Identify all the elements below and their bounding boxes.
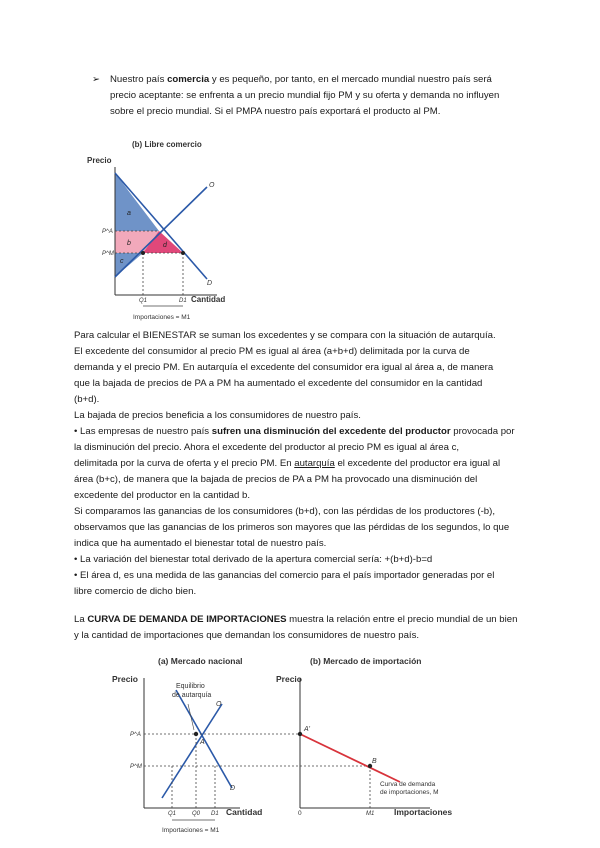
fig2-label-a: A xyxy=(200,739,205,746)
fig2-right-y-label: Precio xyxy=(276,674,302,684)
fig2-left-pm: P^M xyxy=(130,764,142,770)
fig1-label-c: c xyxy=(120,258,124,265)
fig2-d1: D1 xyxy=(211,811,219,817)
body-line-7: • Las empresas de nuestro país sufren una disminución del excedente del productor provocada por xyxy=(74,426,515,437)
intro-line-2: precio aceptante: se enfrenta a un precio mundial fijo PM y su oferta y demanda no influyen xyxy=(110,90,500,101)
fig2-demand-label-1: Curva de demanda xyxy=(380,781,436,788)
fig2-q1: Q1 xyxy=(168,811,177,817)
import-demand-curve xyxy=(300,734,400,782)
bullet-arrow: ➢ xyxy=(92,74,101,85)
fig2-demand-label-2: de importaciones, M xyxy=(380,789,439,796)
fig2-left-title: (a) Mercado nacional xyxy=(158,656,243,666)
fig2-point-a xyxy=(194,732,198,736)
import-demand-line-1: La CURVA DE DEMANDA DE IMPORTACIONES muestra la relación entre el precio mundial de un bien xyxy=(74,614,518,625)
body-line-16: • El área d, es una medida de las ganancias del comercio para el país importador generadas por el xyxy=(74,570,495,581)
body-line-17: libre comercio de dicho bien. xyxy=(74,586,197,597)
fig2-origin: 0 xyxy=(298,810,302,817)
body-line-11: excedente del productor en la cantidad b. xyxy=(74,490,251,501)
body-line-6: La bajada de precios beneficia a los consumidores de nuestro país. xyxy=(74,410,361,421)
fig1-q1: Q1 xyxy=(139,298,148,304)
body-line-9: delimitada por la curva de oferta y el precio PM. En autarquía el excedente del productor era igual al xyxy=(74,458,501,469)
fig1-label-b: b xyxy=(127,240,131,247)
fig1-title: (b) Libre comercio xyxy=(132,140,202,149)
fig1-label-d: d xyxy=(163,242,167,249)
fig2-eq-label-2: de autarquía xyxy=(172,692,212,699)
fig1-price-pm: P^M xyxy=(102,251,114,257)
fig1-label-a: a xyxy=(127,210,131,217)
body-line-3: demanda y el precio PM. En autarquía el excedente del consumidor era igual al área a, de manera xyxy=(74,362,494,373)
intro-line-3: sobre el precio mundial. Si el PMPA nuestro país exportará el producto al PM. xyxy=(110,106,441,117)
fig1-d1: D1 xyxy=(179,298,187,304)
fig2-left-x-label: Cantidad xyxy=(226,807,263,817)
intro-line-1: Nuestro país comercia y es pequeño, por tanto, en el mercado mundial nuestro país será xyxy=(110,74,492,85)
fig2-label-b: B xyxy=(372,758,377,765)
fig2-q0: Q0 xyxy=(192,811,201,817)
fig2-right-x-label: Importaciones xyxy=(394,807,453,817)
fig1-y-label: Precio xyxy=(87,156,112,165)
body-line-14: indica que ha aumentado el bienestar total de nuestro país. xyxy=(74,538,327,549)
import-demand-figure xyxy=(100,652,460,842)
body-line-2: El excedente del consumidor al precio PM es igual al área (a+b+d) delimitada por la curva de xyxy=(74,346,470,357)
body-line-10: área (b+c), de manera que la bajada de precios de PA a PM ha provocado una disminución del xyxy=(74,474,478,485)
fig2-curve-d: D xyxy=(230,785,236,792)
body-line-5: (b+d). xyxy=(74,394,100,405)
fig2-label-a-prime: A' xyxy=(304,726,311,733)
fig2-right-title: (b) Mercado de importación xyxy=(310,656,422,666)
fig2-left-y-label: Precio xyxy=(112,674,138,684)
fig2-eq-label-1: Equilibrio xyxy=(176,683,205,690)
fig2-left-pa: P^A xyxy=(130,732,141,738)
fig1-curve-d: D xyxy=(207,280,213,287)
fig1-curve-o: O xyxy=(209,182,215,189)
fig1-price-pa: P^A xyxy=(102,229,113,235)
import-demand-line-2: y la cantidad de importaciones que demandan los consumidores de nuestro país. xyxy=(74,630,420,641)
fig2-m1: M1 xyxy=(366,811,375,817)
fig2-caption: Importaciones = M1 xyxy=(162,827,220,834)
fig1-x-label: Cantidad xyxy=(191,295,226,304)
body-line-8: la disminución del precio. Ahora el excedente del productor al precio PM es igual al área c, xyxy=(74,442,460,453)
body-line-12: Si comparamos las ganancias de los consumidores (b+d), con las pérdidas de los productores (-b), xyxy=(74,506,496,517)
fig2-point-a-prime xyxy=(298,732,302,736)
body-line-13: observamos que las ganancias de los primeros son mayores que las pérdidas de los segundos, lo que xyxy=(74,522,510,533)
fig1-caption: Importaciones = M1 xyxy=(133,314,191,321)
body-line-15: • La variación del bienestar total derivado de la apertura comercial sería: +(b+d)-b=d xyxy=(74,554,433,565)
fig2-curve-o: O xyxy=(216,701,222,708)
body-line-4: que la bajada de precios de PA a PM ha aumentado el excedente del consumidor en la cantidad xyxy=(74,378,483,389)
free-trade-figure xyxy=(85,135,245,325)
body-line-1: Para calcular el BIENESTAR se suman los excedentes y se compara con la situación de autarquía. xyxy=(74,330,496,341)
